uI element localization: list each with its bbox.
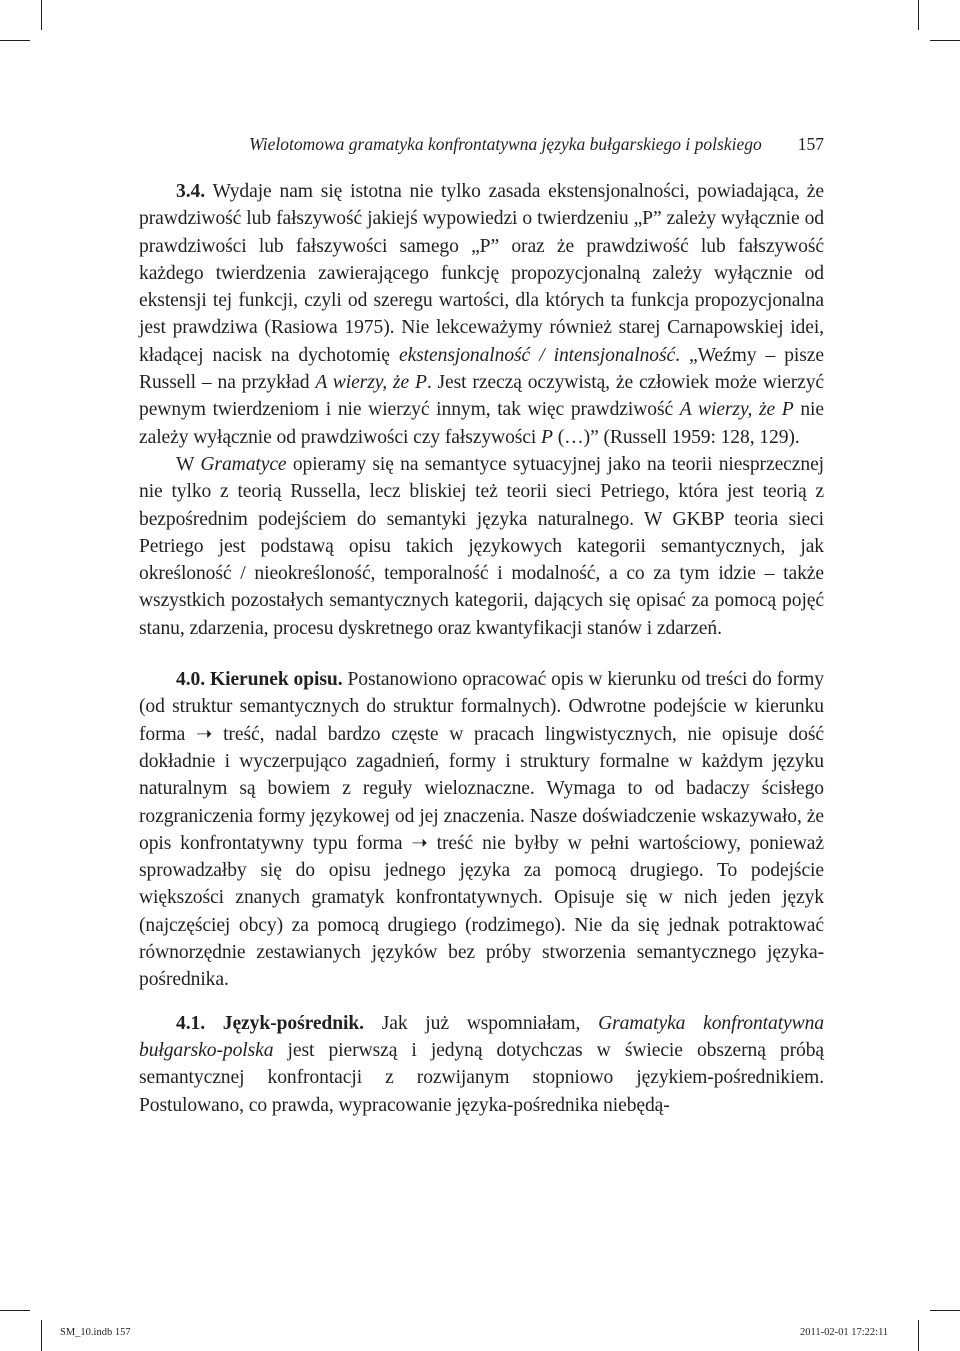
crop-mark-bottom-right-vertical — [918, 1320, 919, 1351]
section-number: 3.4. — [176, 181, 205, 202]
section-number: 4.0. — [176, 669, 205, 691]
footer-file: SM_10.indb 157 — [60, 1327, 131, 1338]
paragraph-3-4-continued: W Gramatyce opieramy się na semantyce sytuacyjnej jako na teorii niesprzecznej nie tylko z teorią Russella, lecz bliskiej też teorii sieci Petriego, która jest teorią z bezpośrednim podejściem do semantyki języka naturalnego. W GKBP teoria sieci Petriego jest podstawą opisu takich językowych kategorii semantycznych, jak określoność / nieokreśloność, temporalność i modalność, a co za tym idzie – także wszystkich pozostałych semantycznych kategorii, dających się opisać za pomocą pojęć stanu, zdarzenia, procesu dyskretnego oraz kwantyfikacji stanów i zdarzeń. — [139, 453, 825, 639]
footer-timestamp: 2011-02-01 17:22:11 — [800, 1327, 889, 1338]
crop-mark-top-right-vertical — [918, 0, 919, 30]
paragraph-4-1: 4.1. Język-pośrednik. Jak już wspomniałam, Gramatyka konfrontatywna bułgarsko-polska jest pierwszą i jedyną dotychczas w świecie obszerną próbą semantycznej konfrontacji z rozwijanym stopniowo językiem-pośrednikiem. Postulowano, co prawda, wypracowanie języka-pośrednika niebędą- — [139, 1012, 824, 1116]
crop-mark-top-right-horizontal — [930, 40, 960, 41]
body-text — [139, 178, 824, 1119]
page-number: 157 — [797, 134, 824, 154]
running-header — [100, 134, 824, 155]
crop-mark-bottom-left-vertical — [41, 1320, 42, 1351]
paragraph-4-0: 4.0. Kierunek opisu. Postanowiono opracować opis w kierunku od treści do formy (od struktur semantycznych do struktur formalnych). Odwrotne podejście w kierunku forma ➝ treść, nadal bardzo częste w pracach lingwistycznych, nie opisuje dość dokładnie i wyczerpująco zagadnień, formy i struktury formalne w każdym języku naturalnym są bowiem z reguły wieloznaczne. Wymaga to od badaczy ścisłego rozgraniczenia formy językowej od jej znaczenia. Nasze doświadczenie wskazywało, że opis konfrontatywny typu forma ➝ treść nie byłby w pełni wartościowy, ponieważ sprowadzałby się do opisu jednego języka za pomocą drugiego. To podejście większości znanych gramatyk konfrontatywnych. Opisuje się w nich jeden język (najczęściej obcy) za pomocą drugiego (rodzimego). Nie da się jednak potraktować równorzędnie zestawianych języków bez próby stworzenia semantycznego języka-pośrednika. — [139, 669, 824, 991]
crop-mark-bottom-left-horizontal — [0, 1310, 30, 1311]
running-title: Wielotomowa gramatyka konfrontatywna języka bułgarskiego i polskiego — [249, 134, 762, 154]
section-number: 4.1. — [176, 1012, 205, 1034]
crop-mark-top-left-horizontal — [0, 40, 30, 41]
paragraph-3-4: 3.4. Wydaje nam się istotna nie tylko zasada ekstensjonalności, powiadająca, że prawdziwość lub fałszywość jakiejś wypowiedzi o twierdzeniu „P” zależy wyłącznie od prawdziwości lub fałszywości samego „P” oraz że prawdziwość lub fałszywość każdego twierdzenia zawierającego funkcję propozycjonalną zależy wyłącznie od ekstensji tej funkcji, czyli od szeregu wartości, dla których ta funkcja propozycjonalna jest prawdziwa (Rasiowa 1975). Nie lekceważymy również starej Carnapowskiej idei, kładącej nacisk na dychotomię ekstensjonalność / intensjonalność. „Weźmy – pisze Russell – na przykład A wierzy, że P. Jest rzeczą oczywistą, że człowiek może wierzyć pewnym twierdzeniom i nie wierzyć innym, tak więc prawdziwość A wierzy, że P nie zależy wyłącznie od prawdziwości czy fałszywości P (…)” (Russell 1959: 128, 129). — [139, 181, 825, 448]
crop-mark-bottom-right-horizontal — [930, 1310, 960, 1311]
section-title: Kierunek opisu. — [209, 669, 343, 691]
section-title: Język-pośrednik. — [222, 1012, 364, 1034]
crop-mark-top-left-vertical — [41, 0, 42, 30]
